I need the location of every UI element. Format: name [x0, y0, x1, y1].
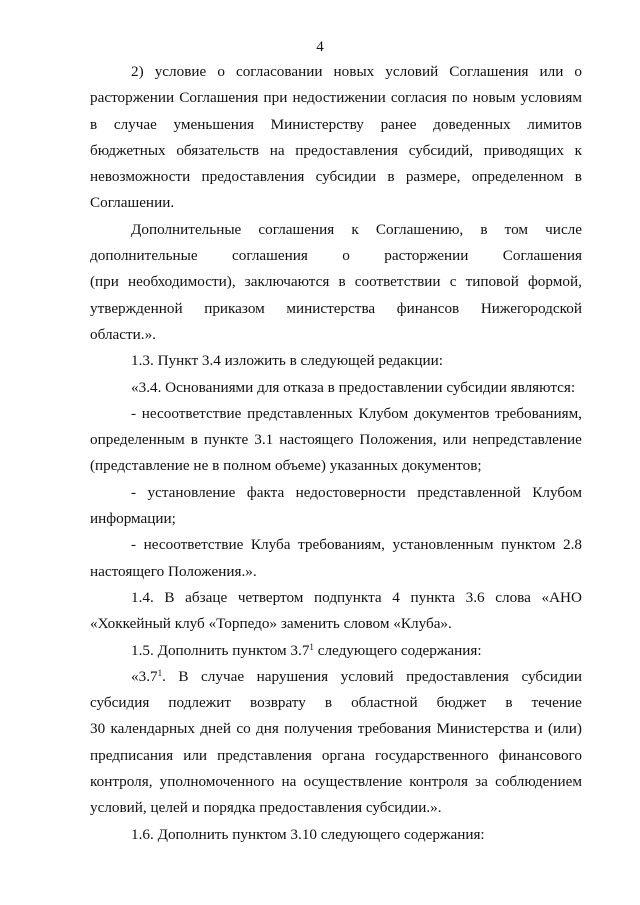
word: настоящего	[279, 431, 354, 449]
word: бюджет	[436, 694, 487, 712]
word: новых	[333, 63, 375, 80]
word: в	[90, 115, 98, 133]
word: В	[178, 667, 189, 685]
word: слова	[495, 588, 531, 606]
word: на	[281, 773, 297, 791]
word: Соглашения	[179, 89, 259, 107]
text-line	[90, 638, 582, 664]
word: факта	[246, 483, 285, 501]
paragraph	[90, 348, 582, 374]
line-text: (представление не в полном объеме) указанных документов;	[90, 457, 482, 475]
word: случае	[113, 115, 157, 133]
word: требованиям,	[495, 404, 582, 422]
word: представленной	[417, 483, 521, 501]
word: представления	[217, 746, 312, 764]
word: определенном	[471, 168, 564, 186]
word: утвержденной	[90, 299, 183, 317]
word: (при	[90, 273, 119, 291]
text-line	[90, 269, 582, 295]
word: условиям	[520, 89, 582, 107]
page-number: 4	[316, 39, 324, 55]
word: в	[338, 273, 346, 291]
word: представленных	[247, 404, 353, 422]
word: пункте	[203, 431, 249, 449]
word: подпункта	[314, 588, 382, 606]
text-line	[90, 348, 582, 374]
word: -	[131, 404, 137, 422]
word: субсидии	[521, 667, 582, 685]
word: размере,	[405, 168, 461, 186]
word: соответствии	[354, 273, 441, 291]
text-line	[90, 690, 582, 716]
word: определенным	[90, 431, 185, 449]
line-text: следующего содержания:	[313, 641, 482, 659]
word: Клуба	[250, 536, 291, 554]
word: доведенных	[433, 115, 511, 133]
text-line	[90, 112, 582, 138]
text-line	[90, 296, 582, 322]
word: Положения,	[359, 431, 437, 449]
word: государственного	[374, 746, 489, 764]
word: Клубом	[532, 483, 582, 501]
word: недостижении	[292, 89, 386, 107]
word: заключаются	[244, 273, 330, 291]
line-text: условий, целей и порядка предоставления субсидии.».	[90, 799, 442, 817]
word: приводящих	[483, 141, 564, 159]
word: календарных	[110, 720, 195, 738]
line-text: Соглашении.	[90, 194, 175, 212]
line-text: информации;	[90, 510, 176, 528]
word: Министерства	[436, 720, 530, 738]
word: обязательств	[176, 141, 260, 159]
word: к	[351, 220, 359, 238]
word: Клубом	[358, 404, 409, 422]
word: 3.1	[254, 431, 274, 449]
word: при	[263, 89, 288, 107]
paragraph	[90, 664, 582, 822]
word: требованиям,	[298, 536, 385, 554]
word: в	[324, 694, 333, 712]
text-line	[90, 480, 582, 506]
text-line	[90, 585, 582, 611]
word: к	[574, 141, 582, 159]
text-line	[90, 190, 582, 216]
word: за	[475, 773, 488, 791]
word: о	[574, 63, 582, 80]
word: дней	[200, 720, 232, 738]
word: Соглашения	[502, 247, 582, 265]
word: случае	[201, 667, 245, 685]
text-line	[90, 85, 582, 111]
word: субсидия	[90, 694, 150, 712]
word: 2.8	[563, 536, 582, 554]
word: соглашения	[258, 220, 335, 238]
word: предоставления	[201, 168, 305, 186]
word: ранее	[380, 115, 417, 133]
word: 30	[90, 720, 106, 738]
line-text: 1.5. Дополнить пунктом 3.7	[131, 641, 310, 659]
word: о	[217, 63, 225, 80]
word: Дополнительные	[131, 220, 242, 238]
word: (или)	[548, 720, 582, 738]
word: нарушения	[256, 667, 329, 685]
document-body	[90, 59, 582, 848]
punctuation: .	[162, 667, 166, 685]
text-line	[90, 743, 582, 769]
paragraph	[90, 59, 582, 217]
line-text: области.».	[90, 325, 156, 343]
text-line	[90, 138, 582, 164]
word: или	[183, 746, 208, 764]
text-line	[90, 59, 582, 85]
word: о	[342, 247, 350, 265]
word: соблюдением	[495, 773, 582, 791]
word: необходимости),	[128, 273, 236, 291]
paragraph	[90, 822, 582, 848]
line-text: 1.3. Пункт 3.4 изложить в следующей редакции:	[131, 352, 444, 370]
text-line	[90, 532, 582, 558]
text-line	[90, 375, 582, 401]
word: В	[164, 588, 175, 606]
text-line	[90, 453, 582, 479]
text-line	[90, 427, 582, 453]
word: том	[504, 220, 529, 238]
text-line	[90, 322, 582, 348]
word: несоответствие	[143, 536, 244, 554]
word: уменьшения	[173, 115, 255, 133]
word: лимитов	[527, 115, 582, 133]
text-line	[90, 243, 582, 269]
text-line	[90, 769, 582, 795]
word: или	[442, 431, 467, 449]
paragraph	[90, 638, 582, 664]
word: невозможности	[90, 168, 191, 186]
text-line	[90, 164, 582, 190]
word: и	[534, 720, 543, 738]
line-text: «3.4. Основаниями для отказа в предоставлении субсидии являются:	[131, 378, 576, 396]
word: финансов	[396, 299, 460, 317]
word: министерства	[286, 299, 376, 317]
text-line	[90, 217, 582, 243]
word: расторжении	[90, 89, 175, 107]
word: в	[387, 168, 395, 186]
word: в	[190, 431, 198, 449]
word: предоставления	[295, 141, 399, 159]
word: формой,	[527, 273, 582, 291]
word: со	[236, 720, 251, 738]
word: установление	[147, 483, 236, 501]
word: типовой	[465, 273, 519, 291]
word: «$3.7^1$.	[131, 667, 166, 685]
word: 3.6	[465, 588, 485, 606]
text-line	[90, 401, 582, 427]
word: контроля	[409, 773, 468, 791]
text-line	[90, 611, 582, 637]
text-line	[90, 559, 582, 585]
word: пунктом	[501, 536, 556, 554]
paragraph	[90, 532, 582, 585]
word: «АНО	[541, 588, 582, 606]
word: установленным	[392, 536, 494, 554]
word: уполномоченного	[159, 773, 275, 791]
word: согласия	[390, 89, 447, 107]
word: течение	[531, 694, 582, 712]
word: числе	[545, 220, 582, 238]
line-text: «Хоккейный клуб «Торпедо» заменить словом «Клуба».	[90, 615, 452, 633]
word: предписания	[90, 746, 174, 764]
paragraph	[90, 480, 582, 533]
word: согласовании	[235, 63, 323, 80]
word: подлежит	[168, 694, 231, 712]
line-text: настоящего Положения.».	[90, 562, 257, 580]
text-line	[90, 716, 582, 742]
paragraph	[90, 585, 582, 638]
word: органа	[321, 746, 365, 764]
word: 4	[392, 588, 400, 606]
word: недостоверности	[295, 483, 406, 501]
word: новым	[472, 89, 516, 107]
word: контроля,	[90, 773, 153, 791]
word: приказом	[204, 299, 265, 317]
word: -	[131, 483, 137, 501]
word: бюджетных	[90, 141, 166, 159]
word: соглашения	[232, 247, 308, 265]
word: расторжении	[384, 247, 469, 265]
word: Нижегородской	[480, 299, 582, 317]
superscript: 1	[157, 667, 163, 678]
superscript: 1	[309, 641, 314, 652]
paragraph	[90, 401, 582, 480]
line-text: 1.6. Дополнить пунктом 3.10 следующего содержания:	[131, 825, 485, 843]
word: в	[505, 694, 513, 712]
word: получения	[284, 720, 353, 738]
paragraph	[90, 217, 582, 348]
text-line	[90, 664, 582, 690]
word: возврату	[250, 694, 306, 712]
word: на	[269, 141, 285, 159]
word: 2)	[131, 63, 144, 80]
word: в	[574, 168, 582, 186]
word: пункта	[410, 588, 456, 606]
word: условие	[154, 63, 207, 80]
word: субсидии	[315, 168, 377, 186]
text-line	[90, 795, 582, 821]
word: Министерству	[270, 115, 364, 133]
word: четвертом	[237, 588, 304, 606]
word: -	[131, 536, 137, 554]
word: несоответствие	[141, 404, 242, 422]
word: дня	[255, 720, 279, 738]
word: областной	[351, 694, 418, 712]
paragraph	[90, 375, 582, 401]
text-line	[90, 506, 582, 532]
word: документов	[413, 404, 490, 422]
word: по	[451, 89, 468, 107]
word: непредставление	[472, 431, 582, 449]
word: Соглашению,	[375, 220, 464, 238]
word: Соглашения	[449, 63, 529, 80]
word: осуществление	[303, 773, 403, 791]
word: условий	[340, 667, 394, 685]
word: абзаце	[185, 588, 228, 606]
word: финансового	[498, 746, 582, 764]
word: субсидий,	[408, 141, 474, 159]
word: с	[449, 273, 457, 291]
word: 1.4.	[131, 588, 154, 606]
word: или	[539, 63, 564, 80]
word: условий	[385, 63, 439, 80]
word: требования	[357, 720, 432, 738]
word: дополнительные	[90, 247, 198, 265]
word: предоставления	[406, 667, 509, 685]
text-line	[90, 822, 582, 848]
word: в	[480, 220, 488, 238]
